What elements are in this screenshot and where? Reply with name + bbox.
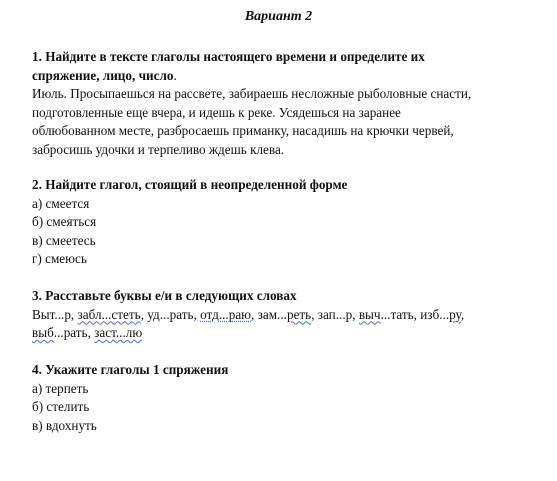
question-1-text-line: забросишь удочки и терпеливо ждешь клева. bbox=[32, 141, 285, 157]
spellcheck-word: выб bbox=[32, 325, 54, 341]
question-2-heading: 2. Найдите глагол, стоящий в неопределенной форме bbox=[32, 177, 348, 192]
question-2 bbox=[32, 176, 532, 269]
question-1-heading-line-2 bbox=[32, 67, 532, 86]
grammar-check-word: отд...раю bbox=[200, 306, 252, 322]
question-1-text-line: Июль. Просыпаешься на рассвете, забираешь несложные рыболовные снасти, bbox=[32, 86, 472, 102]
question-3 bbox=[32, 287, 532, 343]
spellcheck-word: заст...лю bbox=[94, 325, 143, 341]
question-2-option: в) смеетесь bbox=[32, 232, 96, 248]
question-4-heading: 4. Укажите глаголы 1 спряжения bbox=[32, 362, 229, 377]
spellcheck-word: забл...стеть bbox=[77, 306, 141, 322]
question-4-option: б) стелить bbox=[32, 399, 90, 415]
word-fragment: Выт...р, bbox=[32, 306, 78, 322]
question-1-heading-dot: . bbox=[173, 67, 177, 83]
word-fragment: , зам... bbox=[251, 306, 287, 322]
question-1-heading-text: спряжение, лицо, число bbox=[32, 67, 174, 83]
spellcheck-word: выч bbox=[358, 306, 381, 322]
question-3-words-line-2 bbox=[32, 324, 532, 343]
word-fragment: ...тать, изб... bbox=[380, 306, 450, 322]
question-3-words-line-1 bbox=[32, 306, 532, 325]
word-fragment: , уд...рать, bbox=[140, 306, 201, 322]
word-fragment: , зап...р, bbox=[311, 306, 359, 322]
spellcheck-word: реть bbox=[286, 306, 312, 322]
question-4-option: а) терпеть bbox=[32, 380, 89, 396]
question-2-option: а) смеется bbox=[32, 195, 90, 211]
word-fragment: ...рать, bbox=[53, 325, 95, 341]
word-fragment: , bbox=[460, 306, 465, 322]
question-2-option: б) смеяться bbox=[32, 214, 97, 230]
question-3-heading: 3. Расставьте буквы е/и в следующих словах bbox=[32, 288, 297, 303]
question-4-option: в) вдохнуть bbox=[32, 417, 97, 433]
question-1 bbox=[32, 48, 532, 160]
spellcheck-word: ру bbox=[449, 306, 461, 322]
question-1-text-line: облюбованном месте, разбросаешь приманку, насадишь на крючки червей, bbox=[32, 123, 454, 139]
question-2-option: г) смеюсь bbox=[32, 251, 87, 267]
question-4 bbox=[32, 361, 532, 435]
question-1-heading-line-1: 1. Найдите в тексте глаголы настоящего времени и определите их bbox=[32, 49, 425, 64]
question-1-text-line: подготовленные еще вчера, и идешь к реке. Усядешься на заранее bbox=[32, 104, 401, 120]
variant-title: Вариант 2 bbox=[244, 9, 313, 24]
